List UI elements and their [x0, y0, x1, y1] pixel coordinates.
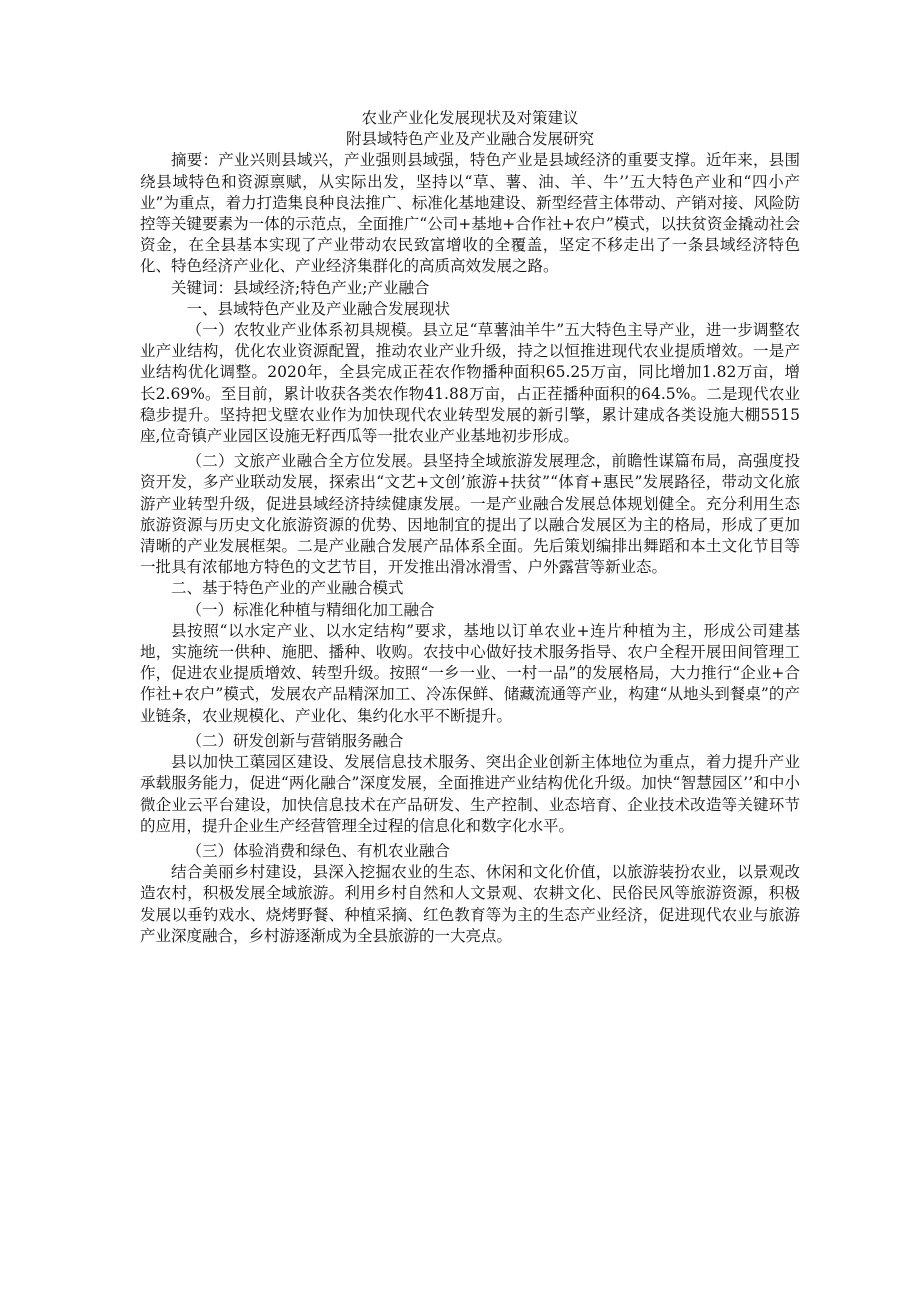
- subsection-heading-2-3: （三）体验消费和绿色、有机农业融合: [186, 841, 451, 860]
- document-subtitle: 附县域特色产业及产业融合发展研究: [345, 130, 594, 149]
- abstract-paragraph: 摘要：产业兴则县域兴，产业强则县域强，特色产业是县域经济的重要支撑。近年来，县围绕县域特色和资源禀赋，从实际出发，坚持以“草、薯、油、羊、牛’’五大特色产业和“四小产业”为重点，着力打造集良种良法推广、标准化基地建设、新型经营主体带动、产销对接、风险防控等关键要素为一体的示范点，全面推广“公司+基地+合作社+农户”模式，以扶贫资金撬动社会资金，在全县基本实现了产业带动农民致富增收的全覆盖，坚定不移走出了一条县域经济特色化、特色经济产业化、产业经济集群化的高质高效发展之路。: [140, 151, 800, 276]
- section2-paragraph-1: 县按照“以水定产业、以水定结构”要求，基地以订单农业+连片种植为主，形成公司建基地，实施统一供种、施肥、播种、收购。农技中心做好技术服务指导、农户全程开展田间管理工作，促进农业提质增效、转型升级。按照“一乡一业、一村一品”的发展格局，大力推行“企业+合作社+农户”模式，发展农产品精深加工、冷冻保鲜、储藏流通等产业，构建“从地头到餐桌”的产业链条，农业规模化、产业化、集约化水平不断提升。: [140, 621, 800, 725]
- section2-paragraph-2: 县以加快工蕖园区建设、发展信息技术服务、突出企业创新主体地位为重点，着力提升产业承载服务能力，促进“两化融合”深度发展，全面推进产业结构优化升级。加快“智慧园区’’和中小微企业云平台建设，加快信息技术在产品研发、生产控制、业态培育、企业技术改造等关键环节的应用，提升企业生产经营管理全过程的信息化和数字化水平。: [140, 753, 800, 835]
- section-heading-1: 一、县域特色产业及产业融合发展现状: [186, 299, 451, 318]
- section1-paragraph-2: （二）文旅产业融合全方位发展。县坚持全域旅游发展理念，前瞻性谋篇布局，高强度投资开发，多产业联动发展，探索出“文艺+文创’旅游+扶贫”“体育+惠民”发展路径，带动文化旅游产业转型升级，促进县域经济持续健康发展。一是产业融合发展总体规划健全。充分利用生态旅游资源与历史文化旅游资源的优势、因地制宜的提出了以融合发展区为主的格局，形成了更加清晰的产业发展框架。二是产业融合发展产品体系全面。先后策划编排出舞蹈和本土文化节目等一批具有浓郁地方特色的文艺节目，开发推出滑冰滑雪、户外露营等新业态。: [140, 452, 800, 577]
- section-heading-2: 二、基于特色产业的产业融合模式: [171, 579, 404, 598]
- section2-paragraph-3: 结合美丽乡村建设，县深入挖掘农业的生态、休闲和文化价值，以旅游装扮农业，以景观改造农村，积极发展全域旅游。利用乡村自然和人文景观、农耕文化、民俗民风等旅游资源，积极发展以垂钓戏水、烧烤野餐、种植采摘、红色教育等为主的生态产业经济，促进现代农业与旅游产业深度融合，乡村游逐渐成为全县旅游的一大亮点。: [140, 863, 800, 945]
- section1-paragraph-1: （一）农牧业产业体系初具规模。县立足“草薯油羊牛”五大特色主导产业，进一步调整农业产业结构，优化农业资源配置，推动农业产业升级，持之以恒推进现代农业提质增效。一是产业结构优化调整。2020年，全县完成正茬农作物播种面积65.25万亩，同比增加1.82万亩，增长2.69%。至目前，累计收获各类农作物41.88万亩，占正茬播种面积的64.5%。二是现代农业稳步提升。坚持把戈壁农业作为加快现代农业转型发展的新引擎，累计建成各类设施大棚5515座,位奇镇产业园区设施无籽西瓜等一批农业产业基地初步形成。: [140, 321, 800, 446]
- document-page: [140, 108, 800, 947]
- subsection-heading-2-1: （一）标准化种植与精细化加工融合: [186, 600, 435, 619]
- subsection-heading-2-2: （二）研发创新与营销服务融合: [186, 731, 404, 750]
- keywords-line: 关键词：县域经济;特色产业;产业融合: [171, 278, 430, 297]
- document-title: 农业产业化发展现状及对策建议: [361, 109, 579, 127]
